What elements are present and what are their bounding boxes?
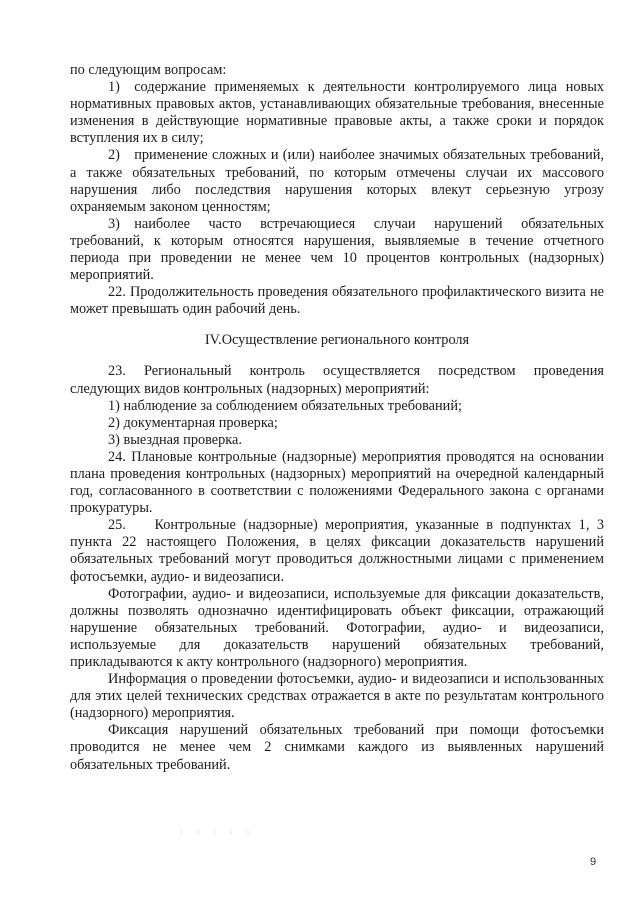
paragraph-photos: Фотографии, аудио- и видеозаписи, используемые для фиксации доказательств, должны позволять однозначно идентифицировать объект фиксации, отражающий нарушение обязательных требований. Фотографии, аудио- и видеозаписи, используемые для доказательств нарушений обязательных требований, прикладываются к акту контрольного (надзорного) мероприятия. xyxy=(70,585,604,670)
paragraph-fixation: Фиксация нарушений обязательных требований при помощи фотосъемки проводится не менее чем 2 снимками каждого из выявленных нарушений обязательных требований. xyxy=(70,722,604,773)
inspection-type-3: 3) выездная проверка. xyxy=(108,431,242,448)
paragraph-23: 23. Региональный контроль осуществляется посредством проведения следующих видов контрольных (надзорных) мероприятий: xyxy=(70,363,604,397)
document-body xyxy=(70,62,604,774)
topics-list xyxy=(70,79,604,284)
paragraph-info: Информация о проведении фотосъемки, аудио- и видеозаписи и использованных для этих целей технических средствах отражается в акте по результатам контрольного (надзорного) мероприятия. xyxy=(70,671,604,722)
topic-item-2: 2) применение сложных и (или) наиболее значимых обязательных требований, а также обязательных требований, по которым отмечены случаи их массового нарушения либо последствия нарушения которых влекут серьезную угрозу охраняемым законом ценностям; xyxy=(70,147,604,215)
inspection-types-list xyxy=(70,398,604,449)
paragraph-25: 25. Контрольные (надзорные) мероприятия, указанные в подпунктах 1, 3 пункта 22 настоящего Положения, в целях фиксации доказательств нарушений обязательных требований могут проводиться должностными лицами с применением фотосъемки, аудио- и видеозаписи. xyxy=(70,517,604,585)
topic-item-1: 1) содержание применяемых к деятельности контролируемого лица новых нормативных правовых актов, устанавливающих обязательные требования, внесенные изменения в действующие нормативные правовые акты, а также сроки и порядок вступления их в силу; xyxy=(70,79,604,147)
section-heading: IV.Осуществление регионального контроля xyxy=(204,332,470,349)
inspection-type-1: 1) наблюдение за соблюдением обязательных требований; xyxy=(108,397,462,414)
paragraph-22: 22. Продолжительность проведения обязательного профилактического визита не может превышать один рабочий день. xyxy=(70,284,604,318)
topic-item-3: 3) наиболее часто встречающиеся случаи нарушений обязательных требований, к которым относятся нарушения, выявляемые в течение отчетного периода при проведении не менее чем 10 процентов контрольных (надзорных) мероприятий. xyxy=(70,215,604,284)
page-number: 9 xyxy=(590,856,597,868)
paragraph-24: 24. Плановые контрольные (надзорные) мероприятия проводятся на основании плана проведения контрольных (надзорных) мероприятий на очередной календарный год, согласованного в соответствии с положениями Федерального закона с органами прокуратуры. xyxy=(70,448,604,517)
intro-line: по следующим вопросам: xyxy=(70,62,227,78)
scan-artifact: · · · · · xyxy=(180,828,256,837)
inspection-type-2: 2) документарная проверка; xyxy=(108,414,278,431)
